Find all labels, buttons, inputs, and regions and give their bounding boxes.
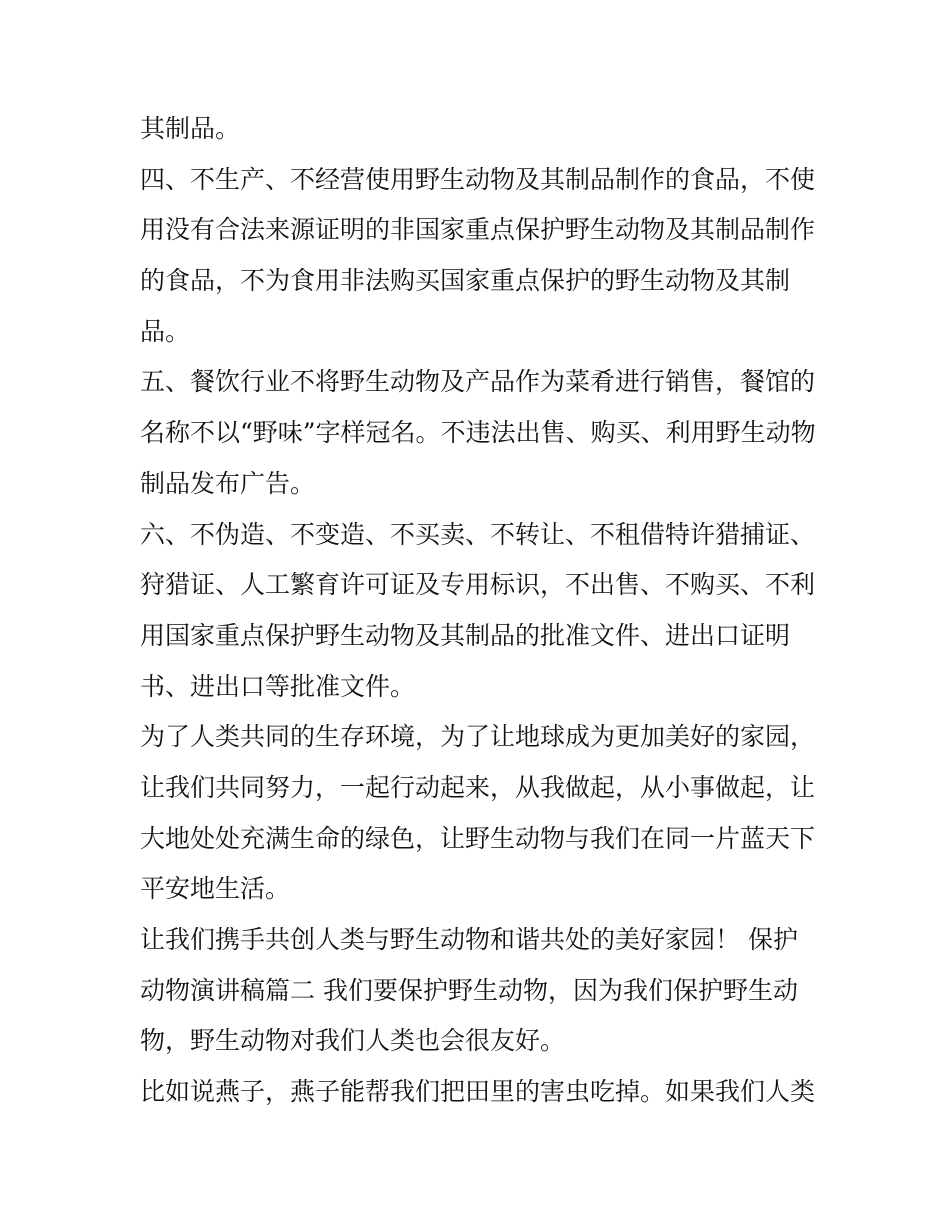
paragraph-3 — [140, 357, 820, 509]
paragraph-1 — [140, 104, 820, 155]
text-line: 四、不生产、不经营使用野生动物及其制品制作的食品，不使 — [140, 164, 816, 194]
text-line: 品。 — [140, 316, 191, 346]
text-line: 狩猎证、人工繁育许可证及专用标识，不出售、不购买、不利 — [140, 570, 816, 600]
text-line: 六、不伪造、不变造、不买卖、不转让、不租借特许猎捕证、 — [140, 519, 816, 549]
paragraph-5 — [140, 712, 820, 915]
text-line: 平安地生活。 — [140, 874, 291, 904]
text-line: 五、餐饮行业不将野生动物及产品作为菜肴进行销售，餐馆的 — [140, 367, 816, 397]
text-line: 让我们共同努力，一起行动起来，从我做起，从小事做起，让 — [140, 772, 816, 802]
paragraph-2 — [140, 155, 820, 358]
text-line: 制品发布广告。 — [140, 468, 316, 498]
text-line: 为了人类共同的生存环境，为了让地球成为更加美好的家园， — [140, 722, 816, 752]
text-line: 其制品。 — [140, 114, 241, 143]
paragraph-7 — [140, 1067, 820, 1118]
text-line: 用没有合法来源证明的非国家重点保护野生动物及其制品制作 — [140, 215, 816, 245]
text-line: 名称不以“野味”字样冠名。不违法出售、购买、利用野生动物 — [140, 418, 816, 448]
text-line: 大地处处充满生命的绿色，让野生动物与我们在同一片蓝天下 — [140, 823, 816, 853]
document-body — [140, 104, 820, 1118]
paragraph-6 — [140, 915, 820, 1067]
paragraph-4 — [140, 510, 820, 713]
text-line: 物，野生动物对我们人类也会很友好。 — [140, 1026, 566, 1056]
text-line: 动物演讲稿篇二 我们要保护野生动物，因为我们保护野生动 — [140, 975, 798, 1005]
text-line: 让我们携手共创人类与野生动物和谐共处的美好家园！ 保护 — [140, 925, 798, 954]
text-line: 的食品，不为食用非法购买国家重点保护的野生动物及其制 — [140, 266, 791, 296]
text-line: 书、进出口等批准文件。 — [140, 671, 416, 701]
text-line: 用国家重点保护野生动物及其制品的批准文件、进出口证明 — [140, 620, 791, 650]
text-line: 比如说燕子，燕子能帮我们把田里的害虫吃掉。如果我们人类 — [140, 1077, 816, 1107]
